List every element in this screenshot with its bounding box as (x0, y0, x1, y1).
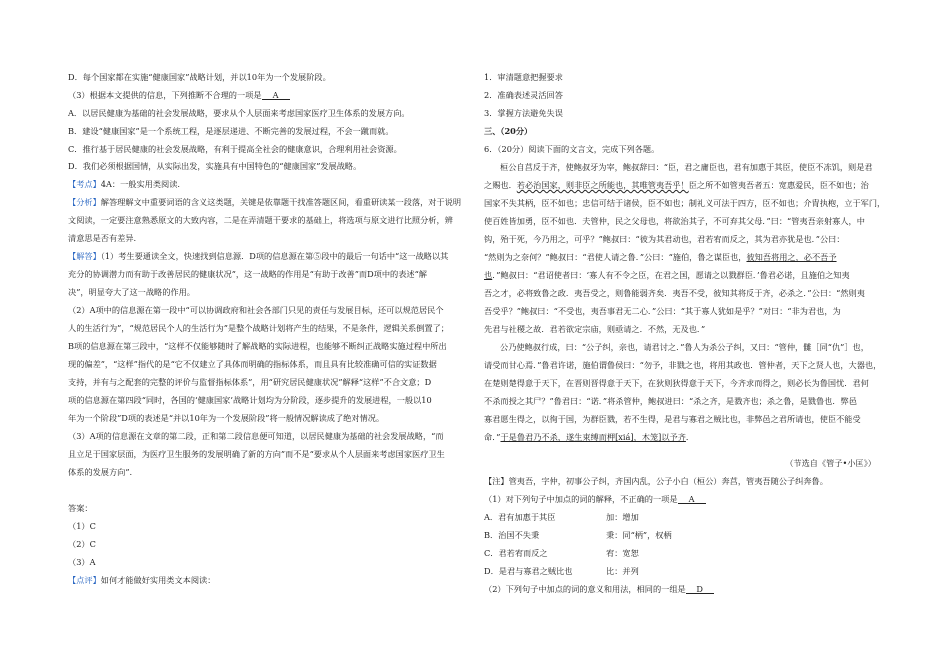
passage-line-3: 国家不失其柄，臣不如也；忠信可结于诸侯，臣不如也；制礼义可法于四方，臣不如也；介胄执枹，立于军门， (484, 198, 886, 208)
answer-1: （1）C (68, 521, 96, 531)
jieda-line-4: （2）A项中的信息源在第一段中“可以协调政府和社会各部门只见的责任与发展目标，还可以规范居民个 (68, 305, 444, 315)
kaodian (68, 180, 180, 188)
passage-line-13: 在楚则楚得意于天下，在晋则晋得意于天下，在狄则狄得意于天下，今齐求而得之，则必长为鲁国忧．君何 (484, 378, 869, 388)
question-6: 6．（20分）阅读下面的文言文，完成下列各题。 (484, 144, 660, 154)
question-3 (68, 91, 290, 100)
answer-label: 答案： (68, 503, 93, 513)
passage-line-10: 先君与社稷之故．君若欲定宗庙，则亟请之．不然，无及也．” (484, 324, 706, 334)
jieda-line-8: 支持，并有与之配套的完整的评价与监督指标体系”，用“研究居民健康状况”解释“这样”不合文意；D (68, 377, 432, 387)
jieda-line-2: 充分的协调潜力而有助于改善居民的健康状况”，这一战略的作用是“有助于改善”而D项中的表述“解 (68, 269, 427, 279)
passage-line-1: 桓公自莒反于齐，使鲍叔牙为宰，鲍叔辞曰：“臣，君之庸臣也，君有加惠于其臣，使臣不冻饥，则是君 (500, 162, 873, 172)
jieda-line-1: 【解答】（1）考生要通读全文，快速找到信息源．D项的信息源在第⑤段中的最后一句话中“这一战略以其 (68, 251, 449, 261)
passage-line-9: 吾受乎？”鲍叔曰：“不受也，夷吾事君无二心．”公曰：“其于寡人犹如是乎？”对曰：“非为君也，为 (484, 306, 841, 316)
answer-2: （2）C (68, 539, 96, 549)
section-3-heading: 三、（20分） (484, 126, 533, 136)
sq1-option-d-gloss: 比：并列 (606, 566, 639, 576)
subquestion-1-answer: A (678, 495, 706, 504)
sq1-option-c: C．君若宥而反之 (484, 548, 548, 558)
sq1-option-b: B．治国不失秉 (484, 530, 540, 540)
passage-underlined-1: 若必治国家，则非臣之所能也，其唯管夷吾乎！ (516, 180, 689, 190)
jieda-line-9: 项的信息源在第四段“同时，各国的‘健康国家’战略计划均为分阶段，逐步提升的发展进程，一般以10 (68, 395, 432, 405)
passage-line-5: 钩，殆于死，今乃用之，可乎？”鲍叔曰：“彼为其君动也，君若宥而反之，其为君亦犹是也．”公曰： (484, 234, 845, 244)
option-d: D．我们必须根据国情，从实际出发，实施具有中国特色的“健康国家”发展战略。 (68, 161, 362, 171)
kaodian-label: 【考点】 (68, 179, 101, 189)
dianping-text: 如何才能做好实用类文本阅读： (100, 575, 216, 585)
passage-line-6: “然则为之奈何？”鲍叔曰：“君使人请之鲁．”公曰：“施伯，鲁之谋臣也，彼知吾将用之，必不吾予 (484, 252, 837, 262)
tip-2: 2．准确表述灵活回答 (484, 90, 563, 100)
tip-3: 3．掌握方法避免失误 (484, 108, 563, 118)
jieda-line-13: 体系的发展方向”. (68, 467, 133, 477)
sq1-option-b-gloss: 秉：同“柄”，权柄 (606, 530, 672, 540)
fenxi-line-3: 清意思是否有差异. (68, 233, 137, 243)
sq1-option-d: D．是君与寡君之贼比也 (484, 566, 573, 576)
kaodian-text: 4A：一般实用类阅读. (100, 179, 180, 189)
passage-line-4: 使百姓皆加勇，臣不如也．夫管仲，民之父母也，将欲治其子，不可弃其父母．”曰：“管夷吾亲射寡人，中 (484, 216, 865, 226)
answer-3: （3）A (68, 557, 96, 567)
question-3-text: （3）根据本文提供的信息，下列推断不合理的一项是 (68, 90, 262, 100)
option-a: A．以居民健康为基础的社会发展战略，要求从个人层面来考虑国家医疗卫生体系的发展方向。 (68, 108, 410, 118)
dianping (68, 576, 215, 584)
passage-underlined-2: 彼知吾将用之，必不吾予 (746, 252, 837, 262)
jieda-line-7: 现的偏差”，“这样”指代的是“它不仅建立了具体而明确的指标体系，而且具有比较准确可信的实证数据 (68, 359, 437, 369)
jieda-line-11: （3）A项的信息源在文章的第二段，正和第二段信息便可知道，以居民健康为基础的社会发展战略，“而 (68, 431, 444, 441)
sq1-option-a: A．君有加惠于其臣 (484, 512, 556, 522)
sq1-option-c-gloss: 宥：宽恕 (606, 548, 639, 558)
fenxi-line-1: 【分析】解答理解文中重要词语的含义这类题，关键是依靠题干找准答题区间，看重研读某一段落，对于说明 (68, 197, 462, 207)
jieda-line-5: 人的生活行为”，“规范居民个人的生活行为”是整个战略计划将产生的结果，不是条件，逻辑关系倒置了； (68, 323, 449, 333)
subquestion-2-answer: D (686, 585, 714, 594)
passage-underlined-3: 于是鲁君乃不杀，遂生束缚而柙[xiá]，木笼]以予齐 (500, 432, 686, 442)
passage-note: 【注】管夷吾，字仲，初事公子纠，齐国内乱，公子小白（桓公）奔莒，管夷吾随公子纠奔鲁。 (484, 476, 828, 486)
passage-line-14: 不杀而授之其尸？”鲁君曰：“诺．”将杀管仲，鲍叔进曰：“杀之齐，是戮齐也；杀之鲁，是戮鲁也．弊邑 (484, 396, 857, 406)
subquestion-1: （1）对下列句子中加点的词的解释，不正确的一项是 A (484, 495, 706, 504)
jieda-line-3: 决”，明显夸大了这一战略的作用。 (68, 287, 195, 297)
passage-line-11: 公乃使鲍叔行成，曰：“公子纠，亲也，请君讨之．”鲁人为杀公子纠，又曰：“管仲，雠［同“仇”］也， (500, 342, 869, 352)
dianping-label: 【点评】 (68, 575, 101, 585)
subquestion-2: （2）下列句子中加点的词的意义和用法，相同的一组是 D (484, 585, 714, 594)
option-d-prev: D．每个国家都在实施“健康国家”战略计划，并以10年为一个发展阶段。 (68, 72, 331, 82)
passage-line-7: 也．”鲍叔曰：“君诏使者曰：‘寡人有不令之臣，在君之国，愿请之以戮群臣．’鲁君必诺，且施伯之知夷 (484, 270, 850, 280)
passage-source: （节选自《管子•小匡》） (785, 458, 876, 468)
passage-line-16: 命．”于是鲁君乃不杀，遂生束缚而柙[xiá]，木笼]以予齐． (484, 432, 695, 442)
passage-line-2: 之赐也．若必治国家，则非臣之所能也，其唯管夷吾乎！臣之所不如管夷吾者五：宽惠爱民，臣不如也；治 (484, 180, 869, 190)
passage-line-15: 寡君愿生得之，以徇于国，为群臣戮，若不生得，是君与寡君之贼比也，非弊邑之君所请也，使臣不能受 (484, 414, 861, 424)
passage-line-12: 请受而甘心焉．”鲁君许诺，施伯谓鲁侯曰：“勿予，非戮之也，将用其政也．管仲者，天下之贤人也，大器也， (484, 360, 882, 370)
passage-line-8: 吾之才，必将致鲁之政．夷吾受之，则鲁能弱齐矣．夷吾不受，彼知其将反于齐，必杀之．”公曰：“然则夷 (484, 288, 865, 298)
sq1-option-a-gloss: 加：增加 (606, 512, 639, 522)
fenxi-line-2: 文阅读，一定要注意熟悉原文的大致内容，二是在弄清题干要求的基础上，将选项与原文进行比照分析，辨 (68, 215, 453, 225)
jieda-line-10: 年为一个阶段”D项的表述是“并以10年为一个发展阶段”将一般情况解读成了绝对情况。 (68, 413, 385, 423)
tip-1: 1．审清题意把握要求 (484, 72, 563, 82)
option-b: B．建设“健康国家”是一个系统工程，是逐层递进、不断完善的发展过程，不会一蹴而就。 (68, 126, 394, 136)
question-3-answer: A (262, 91, 290, 100)
jieda-line-6: B项的信息源在第三段中，“这样不仅能够随时了解战略的实际进程，也能够不断纠正战略实施过程中所出 (68, 341, 447, 351)
fenxi-label: 【分析】 (68, 197, 101, 207)
option-c: C．推行基于居民健康的社会发展战略，有利于提高全社会的健康意识，合理利用社会资源。 (68, 144, 402, 154)
jieda-label: 【解答】 (68, 251, 101, 261)
jieda-line-12: 且立足于国家层面，为医疗卫生服务的发展明确了新的方向”而不是“要求从个人层面来考虑国家医疗卫生 (68, 449, 445, 459)
